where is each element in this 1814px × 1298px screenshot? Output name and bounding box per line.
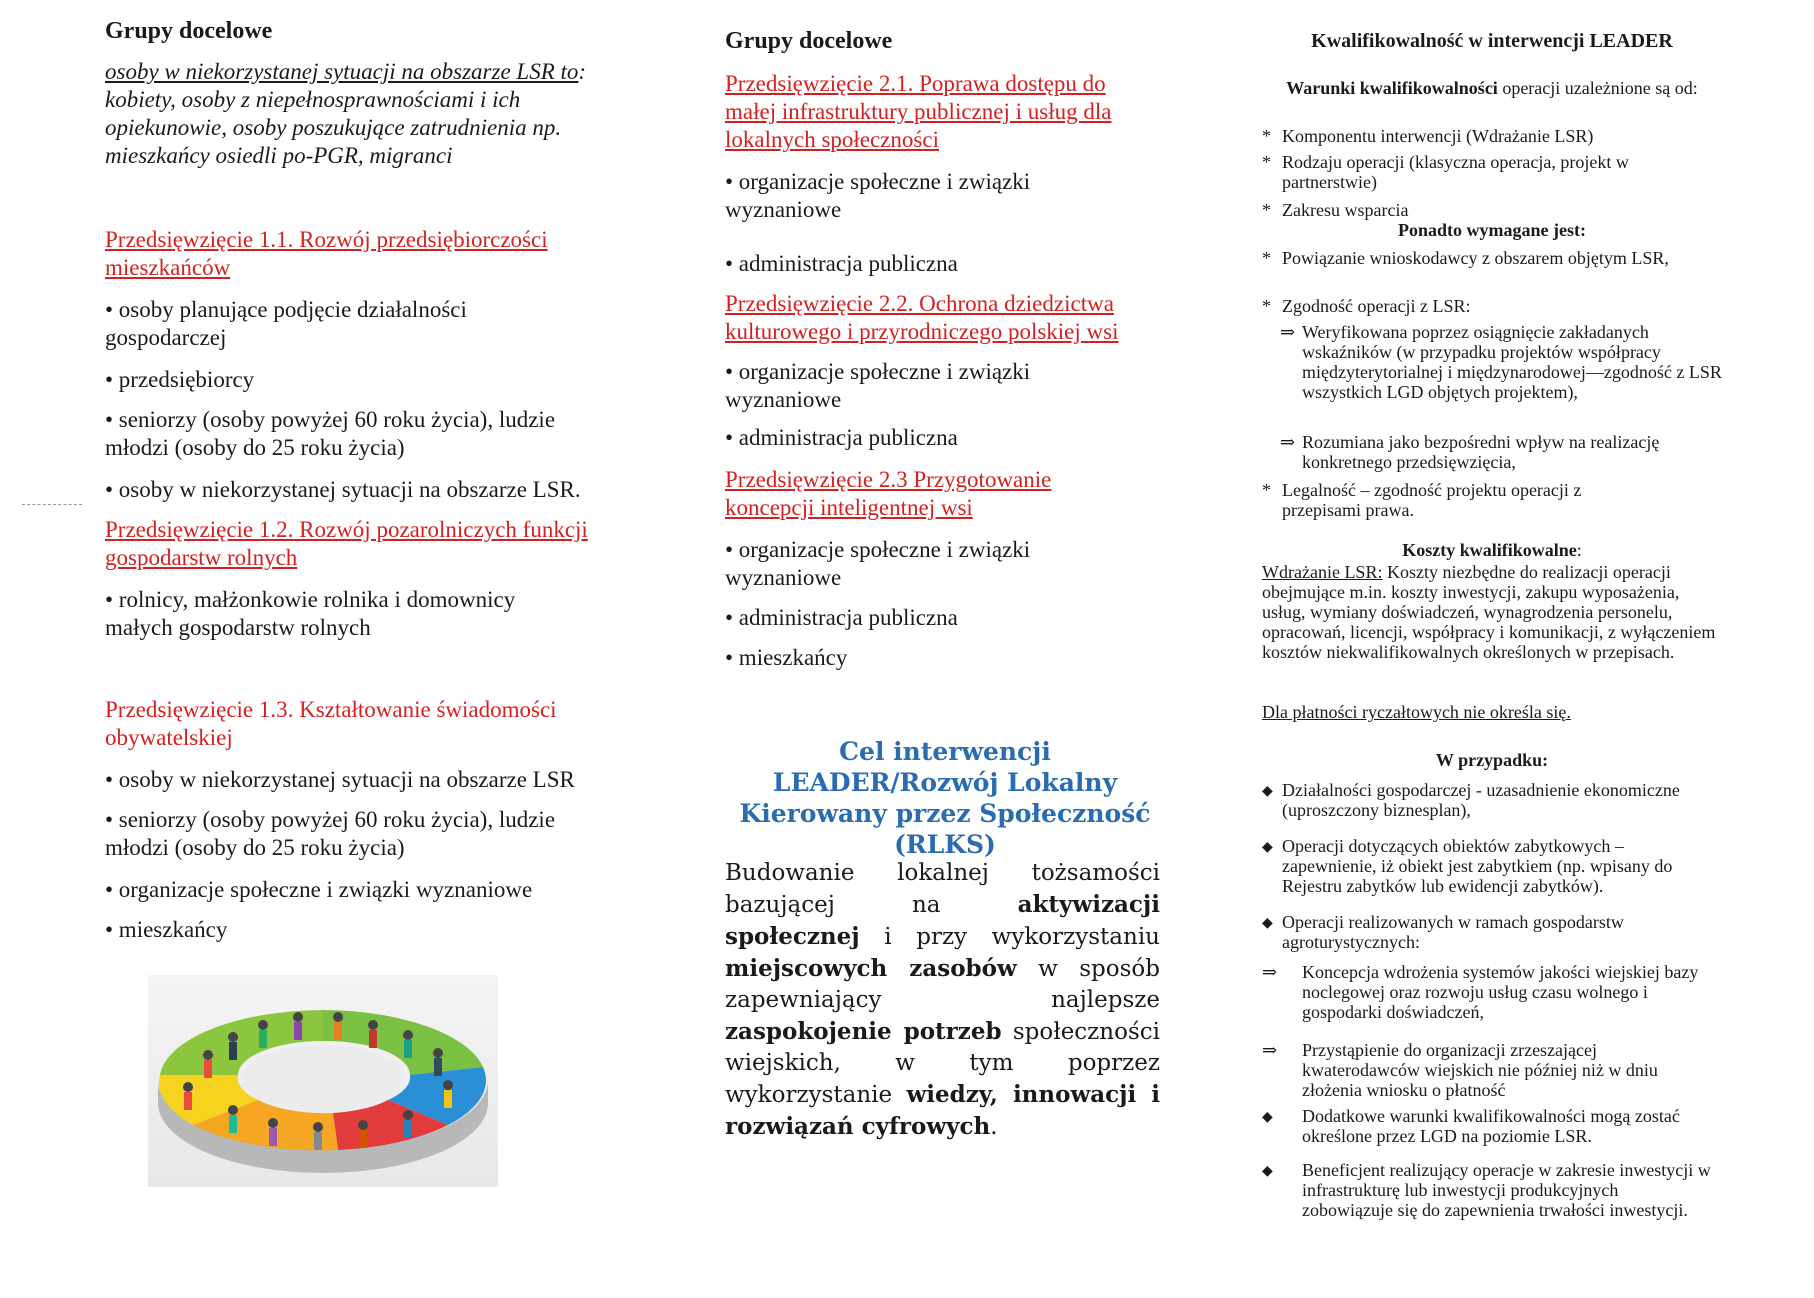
- project-1-3-title: Przedsięwzięcie 1.3. Kształtowanie świadomości obywatelskiej: [105, 697, 557, 750]
- star-icon: *: [1262, 152, 1271, 172]
- list-item: Koncepcja wdrożenia systemów jakości wiejskiej bazy noclegowej oraz rozwoju usług czasu wolnego i gospodarki doświadczeń,: [1302, 962, 1699, 1022]
- list-item: Powiązanie wnioskodawcy z obszarem objętym LSR,: [1282, 248, 1669, 268]
- intro-underlined: osoby w niekorzystanej sytuacji na obszarze LSR to: [105, 59, 579, 84]
- list-item: Legalność – zgodność projektu operacji z przepisami prawa.: [1282, 480, 1582, 520]
- intro-rest: : kobiety, osoby z niepełnosprawnościami i ich opiekunowie, osoby poszukujące zatrudnienia np. mieszkańcy osiedli po-PGR, migranci: [105, 59, 587, 168]
- target-groups-heading: Grupy docelowe: [105, 18, 273, 44]
- list-item: Operacji realizowanych w ramach gospodarstw agroturystycznych:: [1282, 912, 1624, 952]
- flat-rate-note: Dla płatności ryczałtowych nie określa się.: [1262, 702, 1571, 722]
- list-item: • osoby planujące podjęcie działalności gospodarczej: [105, 297, 467, 350]
- arrow-icon: ⇒: [1280, 432, 1296, 452]
- list-item: • mieszkańcy: [725, 645, 848, 670]
- intro-paragraph: [105, 58, 605, 170]
- project-1-2-title[interactable]: Przedsięwzięcie 1.2. Rozwój pozarolniczych funkcji gospodarstw rolnych: [105, 517, 588, 570]
- diamond-icon: ◆: [1262, 1110, 1273, 1125]
- list-item: • rolnicy, małżonkowie rolnika i domownicy małych gospodarstw rolnych: [105, 587, 516, 640]
- goal-paragraph: Budowanie lokalnej tożsamości bazującej na aktywizacji społecznej i przy wykorzystaniu miejscowych zasobów w sposób zapewniający najlepsze zaspokojenie potrzeb społeczności wiejskich, w tym poprzez wykorzystanie wiedzy, innowacji i rozwiązań cyfrowych.: [725, 860, 1160, 1140]
- list-item: • seniorzy (osoby powyżej 60 roku życia), ludzie młodzi (osoby do 25 roku życia): [105, 407, 556, 460]
- list-item: Zgodność operacji z LSR:: [1282, 296, 1471, 316]
- list-item: Działalności gospodarczej - uzasadnienie ekonomiczne (uproszczony biznesplan),: [1282, 780, 1680, 820]
- list-item: • organizacje społeczne i związki wyznaniowe: [725, 359, 1031, 412]
- arrow-icon: ⇒: [1262, 962, 1278, 982]
- list-item: Operacji dotyczących obiektów zabytkowych – zapewnienie, iż obiekt jest zabytkiem (np. wpisany do Rejestru zabytków lub ewidencji zabytków).: [1282, 836, 1673, 896]
- costs-paragraph: Wdrażanie LSR: Koszty niezbędne do realizacji operacji obejmujące m.in. koszty inwestycji, zakupu wyposażenia, usług, wymiany doświadczeń, wynagrodzenia personelu, opracowań, licencji, współpracy i komunikacji, z wyłączeniem kosztów niekwalifikowalnych określonych w przepisach.: [1262, 562, 1716, 662]
- list-item: • osoby w niekorzystanej sytuacji na obszarze LSR: [105, 767, 575, 792]
- goal-title: Cel interwencji LEADER/Rozwój Lokalny Kierowany przez Społeczność (RLKS): [739, 737, 1151, 859]
- conditions-intro: Warunki kwalifikowalności operacji uzależnione są od:: [1286, 78, 1698, 98]
- project-2-1-title[interactable]: Przedsięwzięcie 2.1. Poprawa dostępu do małej infrastruktury publicznej i usług dla lokalnych społeczności: [725, 71, 1112, 152]
- list-item: Komponentu interwencji (Wdrażanie LSR): [1282, 126, 1594, 146]
- list-item: Beneficjent realizujący operacje w zakresie inwestycji w infrastrukturę lub inwestycji produkcyjnych zobowiązuje się do zapewnienia trwałości inwestycji.: [1302, 1160, 1711, 1220]
- list-item: Rozumiana jako bezpośredni wpływ na realizację konkretnego przedsięwzięcia,: [1302, 432, 1660, 472]
- project-2-3-title[interactable]: Przedsięwzięcie 2.3 Przygotowanie koncepcji inteligentnej wsi: [725, 467, 1052, 520]
- list-item: • organizacje społeczne i związki wyznaniowe: [725, 169, 1031, 222]
- eligibility-title: Kwalifikowalność w interwencji LEADER: [1311, 30, 1673, 52]
- diamond-icon: ◆: [1262, 840, 1273, 855]
- costs-title: Koszty kwalifikowalne:: [1402, 540, 1582, 560]
- list-item: Zakresu wsparcia: [1282, 200, 1409, 220]
- list-item: • organizacje społeczne i związki wyznaniowe: [105, 877, 533, 902]
- list-item: • osoby w niekorzystanej sytuacji na obszarze LSR.: [105, 477, 581, 502]
- also-required-title: Ponadto wymagane jest:: [1398, 220, 1586, 240]
- list-item: • mieszkańcy: [105, 917, 228, 942]
- people-ring-illustration: [148, 975, 498, 1187]
- list-item: • przedsiębiorcy: [105, 367, 255, 392]
- project-1-1-title[interactable]: Przedsięwzięcie 1.1. Rozwój przedsiębiorczości mieszkańców: [105, 227, 548, 280]
- list-item: • administracja publiczna: [725, 251, 958, 276]
- target-groups-heading: Grupy docelowe: [725, 28, 893, 54]
- list-item: • administracja publiczna: [725, 425, 958, 450]
- diamond-icon: ◆: [1262, 916, 1273, 931]
- list-item: • seniorzy (osoby powyżej 60 roku życia), ludzie młodzi (osoby do 25 roku życia): [105, 807, 556, 860]
- diamond-icon: ◆: [1262, 1164, 1273, 1179]
- list-item: Rodzaju operacji (klasyczna operacja, projekt w partnerstwie): [1282, 152, 1629, 192]
- in-case-title: W przypadku:: [1435, 750, 1549, 770]
- arrow-icon: ⇒: [1262, 1040, 1278, 1060]
- project-2-2-title[interactable]: Przedsięwzięcie 2.2. Ochrona dziedzictwa kulturowego i przyrodniczego polskiej wsi: [725, 291, 1119, 344]
- margin-dash-divider: [22, 504, 82, 505]
- list-item: Weryfikowana poprzez osiągnięcie zakładanych wskaźników (w przypadku projektów współpracy międzyterytorialnej i międzynarodowej—zgodność z LSR wszystkich LGD objętych projektem),: [1302, 322, 1722, 402]
- arrow-icon: ⇒: [1280, 322, 1296, 342]
- star-icon: *: [1262, 200, 1271, 220]
- star-icon: *: [1262, 126, 1271, 146]
- list-item: Przystąpienie do organizacji zrzeszającej kwaterodawców wiejskich nie później niż w dniu złożenia wniosku o płatność: [1302, 1040, 1658, 1100]
- list-item: Dodatkowe warunki kwalifikowalności mogą zostać określone przez LGD na poziomie LSR.: [1302, 1106, 1680, 1146]
- list-item: • organizacje społeczne i związki wyznaniowe: [725, 537, 1031, 590]
- diamond-icon: ◆: [1262, 784, 1273, 799]
- star-icon: *: [1262, 248, 1271, 268]
- star-icon: *: [1262, 296, 1271, 316]
- list-item: • administracja publiczna: [725, 605, 958, 630]
- star-icon: *: [1262, 480, 1271, 500]
